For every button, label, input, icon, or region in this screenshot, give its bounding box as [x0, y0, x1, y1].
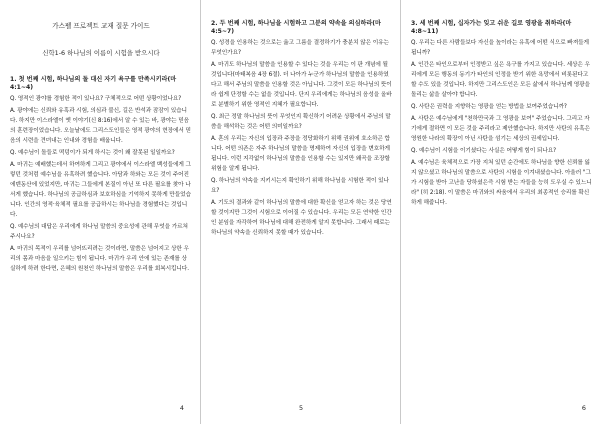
answer-text: A. 마귀는 예배했는데서 하여하게 그리고 광야에서 이스라엘 백성들에게 그렇던 것처럼 예수님을 유혹하려 했습니다. 아담과 하와는 모든 것이 주어진 에덴동산에 있었지만, 마귀는 그들에게 본질이 아닌 또 다른 필요를 찾아 나서게 했습니다. 하나님의 공급하심과 보호하심을 기억하지 못하게 만들었습니다. 인간의 영적·육체적 필요를 공급하시는 하나님을 경험했다는 것입니다.	[10, 162, 191, 218]
question-text: Q. 우리는 다른 사람들보다 자신을 높이라는 유혹에 어떤 식으로 빠져들게 됩니까?	[411, 40, 589, 56]
answer-text: A. 사탄은 예수님에게 "천하만국과 그 영광을 보여" 주었습니다. 그리고 자기에게 절하면 이 모든 것을 주리라고 제안했습니다. 하지만 사탄의 유혹은 영원한 나라의 확장이 아닌 사탄을 섬기는 세상의 권세입니다.	[411, 116, 590, 142]
question-text: Q. 성경을 인용하는 것으로는 옳고 그름을 결정하기가 충분치 않은 이유는 무엇인가요?	[211, 40, 389, 56]
section-heading-3: 3. 세 번째 시험, 십자가는 잊고 쉬운 길로 영광을 취하라(마 4:8~11)	[411, 20, 572, 35]
answer-text: A. 마귀도 하나님의 말씀을 인용할 수 있다는 것을 우리는 이 판 개념에 될 것입니다(마태복음 4장 6절). 더 나아가 누군가 하나님의 말씀을 인용하였다고 해서 주님의 말씀을 인용할 것은 아닙니다. 그것이 모든 하나님의 뜻이라 쉽게 단정할 수는 없을 것입니다. 단지 우리에게는 하나님의 음성을 올바로 분별하기 위한 영적인 지혜가 필요합니다.	[211, 62, 392, 108]
page-6	[400, 0, 600, 424]
question-text: Q. 하나님의 약속을 지키시는지 확인하기 위해 하나님을 시험한 적이 있나요?	[211, 178, 389, 194]
answer-text: A. 인간은 타인으로부터 인정받고 싶은 욕구를 가지고 있습니다. 세상은 우리에게 모든 행동의 동기가 타인의 인정을 받기 위한 욕망에서 비롯된다고 할 수도 있을 것입니다. 하지만 그리스도인은 모든 삶에서 하나님께 영광을 돌리는 삶을 살아야 합니다.	[411, 62, 590, 98]
answer-text: A. 기도의 결과와 같이 하나님의 말씀에 대한 확신을 얻고자 하는 것은 당연할 것이지만 그것이 시험으로 이어질 수 있습니다. 우리는 모든 연약한 인간인 분임을 자각하여 하나님에 대해 완전하게 알지 못합니다. 그래서 때로는 하나님의 약속을 신뢰하지 못할 때가 있습니다.	[211, 200, 392, 236]
page-header: 가스펠 프로젝트 교재 질문 가이드	[52, 22, 150, 30]
question-text: Q. 예수님이 시험을 이기셨다는 사실은 어떻게 힘이 되나요?	[411, 148, 557, 154]
section-heading-1: 1. 첫 번째 시험, 하나님의 돌 대신 자기 욕구를 만족시키라(마 4:1~4)	[10, 76, 177, 91]
lesson-subtitle: 신학1-6 하나님의 이름이 시험을 받으시다	[42, 49, 160, 57]
answer-text: A. 마귀의 목적이 우리를 넘어뜨리려는 것이라면, 말씀은 넘어지고 상한 우리의 몸과 마음을 일으키는 힘이 됩니다. 마귀가 우리 안에 있는 존재를 상실하게 하려 한다면, 은혜의 원천인 하나님의 말씀은 우리를 회복시킵니다.	[10, 246, 189, 272]
page-5	[200, 0, 400, 424]
page-number: 4	[179, 404, 184, 412]
page-4	[0, 0, 200, 424]
page-number: 6	[581, 404, 586, 412]
question-text: Q. 최근 정말 하나님의 뜻이 무엇인지 확신하기 어려운 상황에서 주님의 말씀을 해석하는 것은 어떤 의미일까요?	[211, 114, 391, 130]
question-text: Q. 예수님의 대답은 우리에게 하나님 말씀의 중요성에 관해 무엇을 가르쳐 주시나요?	[10, 224, 188, 240]
question-text: Q. 예수님이 돌들로 떡덩이가 되게 하시는 것이 왜 잘못된 일일까요?	[10, 150, 175, 156]
answer-text: A. 예수님은 육체적으로 가장 지쳐 있던 순간에도 하나님을 향한 신뢰를 잃지 않으셨고 하나님의 말씀으로 사탄의 시험을 이겨내셨습니다. 아울러 "그가 시험을 받아 고난을 당하셨은즉 시험 받는 자들을 능히 도우실 수 있느니라" (히 2:18). 이 말씀은 마귀와의 싸움에서 우리의 최종적인 승리를 확신하게 해줍니다.	[411, 160, 592, 206]
question-text: Q. 영적인 광야를 경험한 적이 있나요? 구체적으로 어떤 상황이었나요?	[10, 96, 182, 102]
answer-text: A. 혼의 우리는 자신의 입장과 주장을 정당화하기 위해 권위에 호소하곤 합니다. 어떤 의존은 자주 하나님의 말씀을 명제하여 자신의 입장을 변호하게 됩니다. 이런 지각없이 하나님의 말씀을 인용할 수는 있지만 왜곡을 조장할 위험을 알게 됩니다.	[211, 136, 390, 172]
question-text: Q. 사탄은 권력을 지향하는 영광을 얻는 방법을 보여주었습니까?	[411, 104, 567, 110]
page-number: 5	[299, 404, 304, 412]
answer-text: A. 광야에는 신뢰와 유혹과 시험, 의심과 불신, 길은 반석과 잠잠이 있습니다. 하지만 이스라엘이 옛 이야기(신 8:16)에서 알 수 있는 바, 광야는 믿음의 훈련장이었습니다. 오늘날에도 그리스도인들은 영적 광야의 현장에서 믿음의 시련을 견뎌내는 인내와 경험을 배웁니다.	[10, 108, 191, 144]
section-heading-2: 2. 두 번째 시험, 하나님을 시험하고 그분의 약속을 의심하라(마 4:5~7)	[211, 20, 381, 35]
